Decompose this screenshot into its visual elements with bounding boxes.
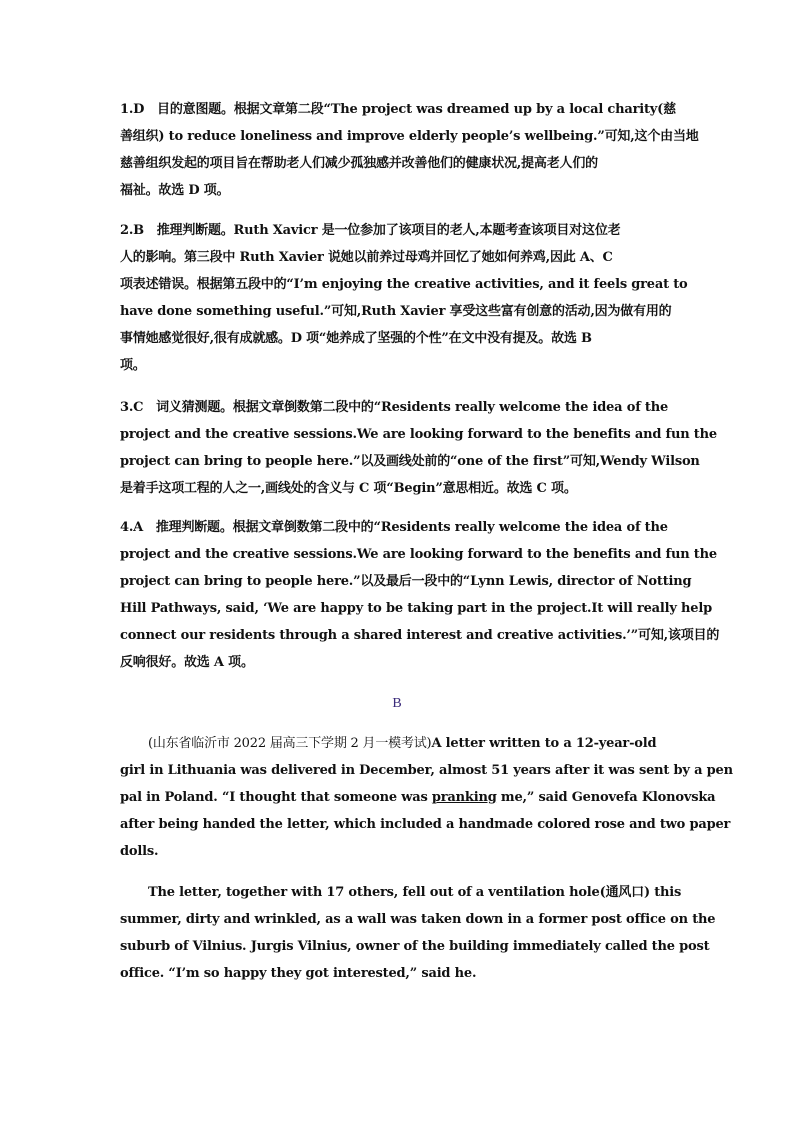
- passage-line: office. “I’m so happy they got interested,” said he.: [120, 966, 477, 981]
- answer-line: project can bring to people here.”以及最后一段中的“Lynn Lewis, director of Notting: [120, 574, 692, 589]
- answer-4: [120, 514, 720, 676]
- answer-line: 善组织) to reduce loneliness and improve elderly people’s wellbeing.”可知,这个由当地: [120, 129, 699, 144]
- passage-line: [120, 879, 682, 906]
- answer-line: 3.C 词义猜测题。根据文章倒数第二段中的“Residents really welcome the idea of the: [120, 400, 669, 415]
- answer-line: 项。: [120, 358, 146, 373]
- answer-line: 2.B 推理判断题。Ruth Xavicr 是一位参加了该项目的老人,本题考查该项目对这位老: [120, 223, 621, 238]
- passage-line: girl in Lithuania was delivered in December, almost 51 years after it was sent by a pen: [120, 763, 733, 778]
- passage-line: suburb of Vilnius. Jurgis Vilnius, owner of the building immediately called the post: [120, 939, 710, 954]
- answer-line: 项表述错误。根据第五段中的“I’m enjoying the creative activities, and it feels great to: [120, 277, 688, 292]
- passage-text: A letter written to a 12-year-old: [431, 736, 657, 751]
- source-label: (山东省临沂市 2022 届高三下学期 2 月一模考试): [148, 736, 432, 751]
- passage-text: The letter, together with 17 others, fell out of a ventilation hole(通风口) this: [148, 885, 682, 900]
- answer-line: project can bring to people here.”以及画线处前的“one of the first”可知,Wendy Wilson: [120, 454, 700, 469]
- passage-line: summer, dirty and wrinkled, as a wall was taken down in a former post office on the: [120, 912, 716, 927]
- passage-paragraph-1: [120, 730, 733, 865]
- passage-text: me,” said Genovefa Klonovska: [496, 790, 716, 805]
- passage-line: after being handed the letter, which included a handmade colored rose and two paper: [120, 817, 731, 832]
- passage-line: [120, 730, 672, 757]
- passage-line: dolls.: [120, 844, 159, 859]
- answer-1: [120, 96, 699, 204]
- answer-line: project and the creative sessions.We are looking forward to the benefits and fun the: [120, 427, 717, 442]
- passage-text: pal in Poland. “I thought that someone was: [120, 790, 432, 805]
- passage-paragraph-2: [120, 879, 716, 987]
- answer-line: 福祉。故选 D 项。: [120, 183, 230, 198]
- answer-line: 是着手这项工程的人之一,画线处的含义与 C 项“Begin”意思相近。故选 C 项。: [120, 481, 577, 496]
- answer-line: 反响很好。故选 A 项。: [120, 655, 254, 670]
- answer-line: 事情她感觉很好,很有成就感。D 项“她养成了坚强的个性”在文中没有提及。故选 B: [120, 331, 592, 346]
- answer-line: project and the creative sessions.We are looking forward to the benefits and fun the: [120, 547, 717, 562]
- answer-line: connect our residents through a shared interest and creative activities.’”可知,该项目的: [120, 628, 720, 643]
- passage-line: [120, 784, 716, 811]
- section-heading: B: [392, 696, 402, 711]
- answer-line: 1.D 目的意图题。根据文章第二段“The project was dreamed up by a local charity(慈: [120, 102, 676, 117]
- underlined-word: pranking: [431, 790, 497, 805]
- answer-2: [120, 217, 688, 379]
- answer-line: 慈善组织发起的项目旨在帮助老人们减少孤独感并改善他们的健康状况,提高老人们的: [120, 156, 598, 171]
- answer-line: have done something useful.”可知,Ruth Xavier 享受这些富有创意的活动,因为做有用的: [120, 304, 672, 319]
- answer-line: 人的影响。第三段中 Ruth Xavier 说她以前养过母鸡并回忆了她如何养鸡,因此 A、C: [120, 250, 613, 265]
- answer-line: 4.A 推理判断题。根据文章倒数第二段中的“Residents really welcome the idea of the: [120, 520, 668, 535]
- answer-line: Hill Pathways, said, ‘We are happy to be taking part in the project.It will really help: [120, 601, 712, 616]
- answer-3: [120, 394, 717, 502]
